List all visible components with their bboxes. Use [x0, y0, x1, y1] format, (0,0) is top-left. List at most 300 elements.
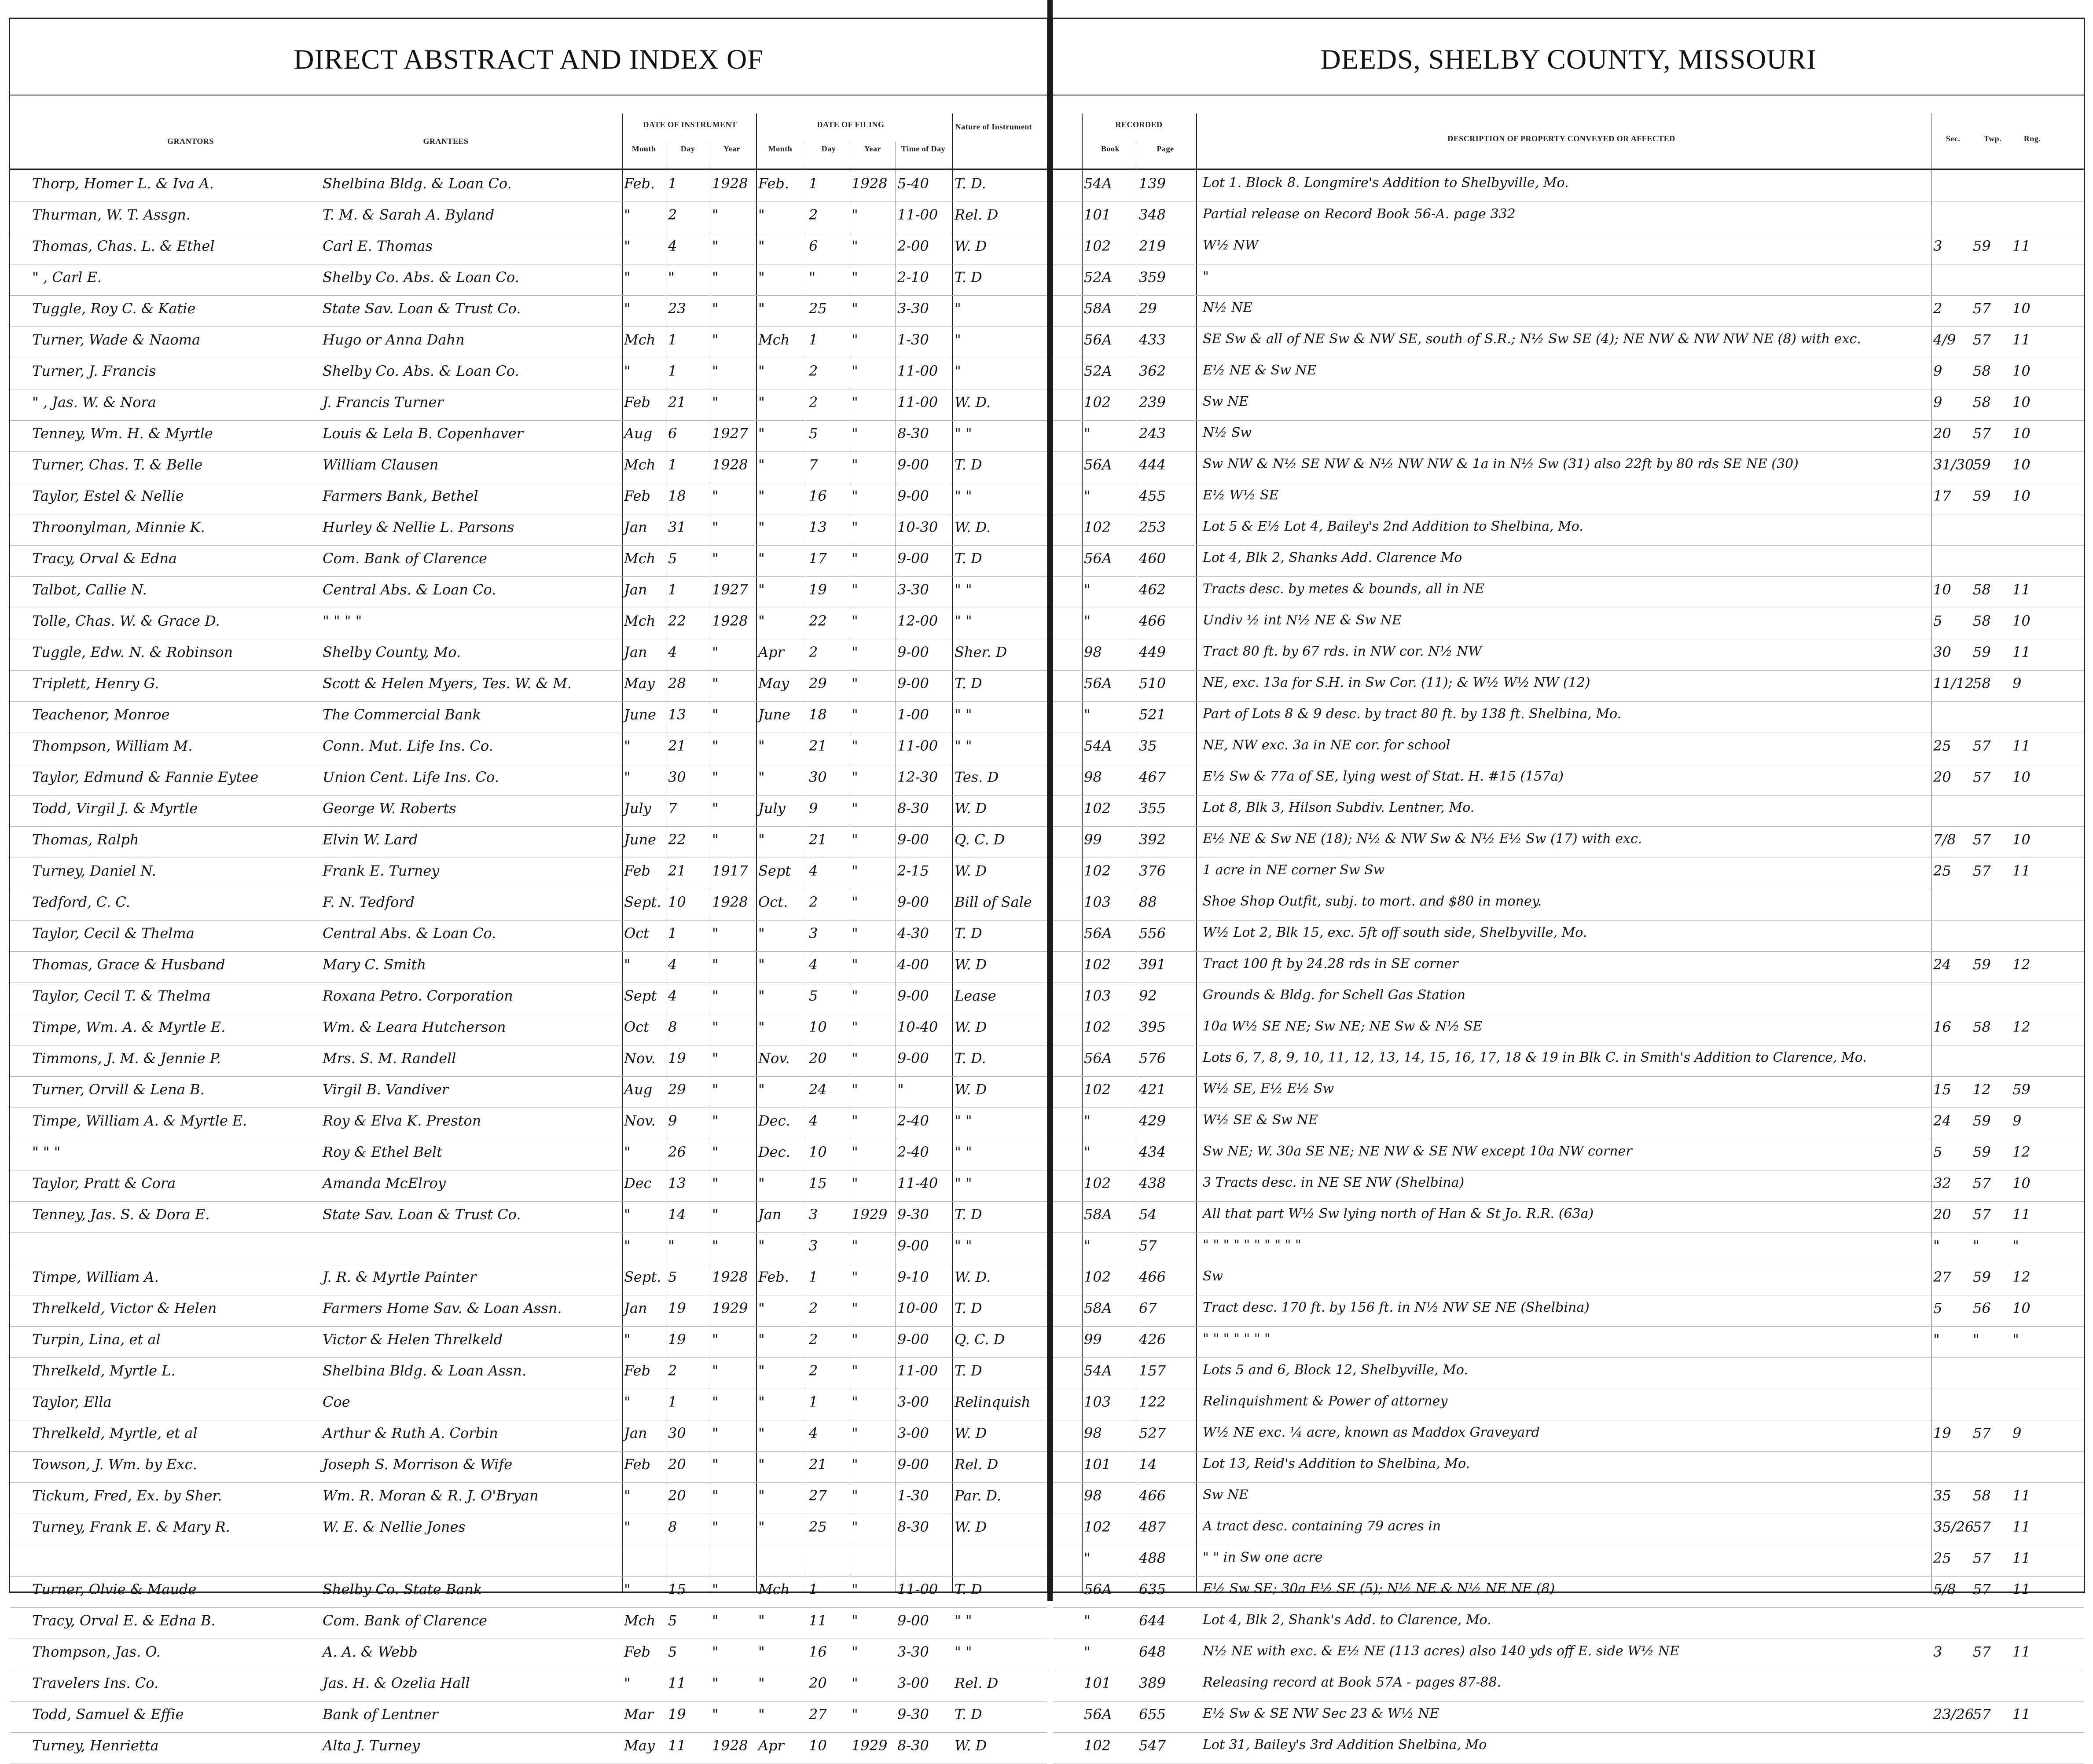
filing-month-cell: "	[758, 456, 765, 473]
description-cell: Tract 100 ft by 24.28 rds in SE corner	[1203, 956, 1458, 972]
instrument-day-cell: 4	[668, 956, 677, 973]
filing-day-cell: 20	[809, 1050, 827, 1067]
book-cell: 102	[1084, 1081, 1111, 1098]
ledger-row	[10, 1420, 1047, 1452]
page-cell: 139	[1139, 175, 1166, 192]
instrument-month-cell: Nov.	[624, 1050, 656, 1067]
instrument-day-cell: 1	[668, 175, 677, 192]
filing-month-cell: June	[758, 706, 790, 723]
nature-cell: " "	[955, 1112, 972, 1129]
nature-cell: " "	[955, 612, 972, 629]
rng-cell: 10	[2012, 831, 2031, 848]
filing-time-cell: 9-00	[897, 987, 929, 1004]
filing-time-cell: 10-00	[897, 1300, 938, 1317]
page-cell: 35	[1139, 737, 1157, 754]
grantor-cell: Timpe, William A. & Myrtle E.	[32, 1112, 247, 1129]
instrument-day-cell: 20	[668, 1487, 686, 1504]
right-page-title: DEEDS, SHELBY COUNTY, MISSOURI	[1320, 44, 1817, 75]
twp-cell: 57	[1973, 1706, 1991, 1723]
grantee-cell: Hurley & Nellie L. Parsons	[323, 519, 514, 535]
ledger-row	[1053, 1514, 2084, 1545]
page-cell: 14	[1139, 1456, 1157, 1473]
grantor-cell: Todd, Virgil J. & Myrtle	[32, 800, 198, 817]
description-cell: W½ NW	[1203, 238, 1259, 253]
book-cell: 56A	[1084, 675, 1112, 692]
description-cell: Part of Lots 8 & 9 desc. by tract 80 ft. by 138 ft. Shelbina, Mo.	[1203, 706, 1622, 722]
nature-cell: Relinquish	[955, 1394, 1031, 1410]
filing-time-cell: 9-00	[897, 644, 929, 660]
grantor-cell: Thurman, W. T. Assgn.	[32, 206, 191, 223]
description-cell: Sw NE; W. 30a SE NE; NE NW & SE NW except 10a NW corner	[1203, 1144, 1632, 1159]
book-cell: 102	[1084, 862, 1111, 879]
filing-day-cell: 4	[809, 1425, 818, 1441]
book-cell: 102	[1084, 394, 1111, 411]
book-cell: 102	[1084, 1175, 1111, 1192]
book-cell: 102	[1084, 956, 1111, 973]
instrument-month-cell: Feb	[624, 394, 650, 411]
instrument-year-cell: 1929	[712, 1300, 748, 1317]
sec-cell: 16	[1933, 1019, 1951, 1035]
page-cell: 510	[1139, 675, 1166, 692]
ledger-row	[10, 171, 1047, 202]
filing-time-cell: 9-00	[897, 456, 929, 473]
date-of-instrument-header: DATE OF INSTRUMENT	[643, 120, 737, 129]
ledger-row	[10, 1514, 1047, 1545]
sec-cell: "	[1933, 1237, 1940, 1254]
filing-year-cell: "	[852, 1300, 858, 1317]
page-cell: 88	[1139, 894, 1157, 910]
rng-cell: 11	[2012, 1487, 2031, 1504]
twp-cell: 57	[1973, 769, 1991, 785]
instrument-day-cell: 10	[668, 894, 686, 910]
grantor-cell: Tedford, C. C.	[32, 894, 130, 910]
filing-time-cell: 9-00	[897, 675, 929, 692]
ledger-row	[1053, 1733, 2084, 1764]
sec-cell: 20	[1933, 425, 1951, 442]
page-cell: 429	[1139, 1112, 1166, 1129]
sec-cell: 24	[1933, 956, 1951, 973]
grantor-cell: Timpe, William A.	[32, 1269, 159, 1285]
description-cell: E½ Sw SE; 30a E½ SE (5); N½ NE & N½ NE NE (8)	[1203, 1581, 1555, 1596]
grantor-cell: Tickum, Fred, Ex. by Sher.	[32, 1487, 222, 1504]
instrument-month-cell: Feb	[624, 1362, 650, 1379]
filing-day-cell: 10	[809, 1019, 827, 1035]
nature-cell: T. D	[955, 1362, 982, 1379]
instrument-day-cell: 11	[668, 1675, 686, 1691]
ledger-row	[10, 1483, 1047, 1514]
sec-cell: 11/12	[1933, 675, 1974, 692]
filing-year-cell: "	[852, 269, 858, 286]
ledger-row	[1053, 827, 2084, 858]
ledger-row	[1053, 202, 2084, 233]
page-cell: 655	[1139, 1706, 1166, 1723]
ledger-row	[1053, 952, 2084, 983]
filing-time-cell: 12-30	[897, 769, 938, 785]
filing-year-cell: "	[852, 425, 858, 442]
twp-cell: 57	[1973, 831, 1991, 848]
instrument-month-cell: "	[624, 956, 631, 973]
filing-year-cell: "	[852, 1331, 858, 1348]
filing-year-cell: "	[852, 1643, 858, 1660]
filing-month-cell: "	[758, 1331, 765, 1348]
twp-cell: 57	[1973, 737, 1991, 754]
filing-day-cell: 2	[809, 1300, 818, 1317]
instrument-day-cell: 1	[668, 331, 677, 348]
rng-cell: 11	[2012, 581, 2031, 598]
grantee-cell: Farmers Home Sav. & Loan Assn.	[323, 1300, 562, 1317]
twp-cell: 57	[1973, 300, 1991, 317]
grantor-cell: Thomas, Grace & Husband	[32, 956, 225, 973]
filing-month-cell: Feb.	[758, 1269, 789, 1285]
sec-cell: 4/9	[1933, 331, 1956, 348]
filing-time-cell: 2-40	[897, 1144, 929, 1160]
instrument-day-cell: 14	[668, 1206, 686, 1223]
filing-time-cell: 5-40	[897, 175, 929, 192]
instrument-day-cell: 29	[668, 1081, 686, 1098]
ledger-row	[10, 764, 1047, 796]
twp-cell: 57	[1973, 862, 1991, 879]
instrument-day-cell: 5	[668, 1643, 677, 1660]
nature-cell: Rel. D	[955, 1456, 999, 1473]
inst-month-header: Month	[632, 144, 656, 153]
book-gutter	[1047, 0, 1053, 1601]
ledger-row	[10, 546, 1047, 577]
filing-time-cell: 3-30	[897, 581, 929, 598]
twp-cell: 59	[1973, 1144, 1991, 1160]
ledger-row	[1053, 452, 2084, 483]
filing-day-cell: 21	[809, 737, 827, 754]
grantor-cell: Turner, Chas. T. & Belle	[32, 456, 203, 473]
book-cell: 56A	[1084, 550, 1112, 567]
rng-cell: 10	[2012, 394, 2031, 411]
filing-day-cell: 11	[809, 1612, 827, 1629]
ledger-row	[10, 889, 1047, 921]
instrument-day-cell: 4	[668, 644, 677, 660]
filing-year-cell: "	[852, 394, 858, 411]
instrument-month-cell: Mch	[624, 1612, 656, 1629]
filing-time-cell: 11-00	[897, 737, 938, 754]
instrument-year-cell: 1928	[712, 894, 748, 910]
nature-cell: "	[955, 363, 961, 379]
filing-month-cell: "	[758, 488, 765, 504]
twp-cell: "	[1973, 1237, 1979, 1254]
filing-day-cell: 3	[809, 1237, 818, 1254]
ledger-row	[1053, 764, 2084, 796]
filing-time-cell: 9-00	[897, 1050, 929, 1067]
nature-cell: " "	[955, 581, 972, 598]
nature-cell: Rel. D	[955, 206, 999, 223]
twp-cell: 57	[1973, 425, 1991, 442]
rng-cell: 11	[2012, 644, 2031, 660]
filing-time-cell: 8-30	[897, 425, 929, 442]
grantee-cell: The Commercial Bank	[323, 706, 481, 723]
grantor-cell: Talbot, Callie N.	[32, 581, 147, 598]
filing-year-cell: "	[852, 1175, 858, 1192]
ledger-row	[10, 389, 1047, 421]
nature-cell: " "	[955, 1612, 972, 1629]
filing-time-cell: 11-00	[897, 1362, 938, 1379]
page-cell: 466	[1139, 612, 1166, 629]
filing-month-cell: "	[758, 425, 765, 442]
filing-day-cell: 25	[809, 300, 827, 317]
page-cell: 67	[1139, 1300, 1157, 1317]
ledger-row	[1053, 421, 2084, 452]
page-cell: 556	[1139, 925, 1166, 942]
filing-year-cell: 1929	[852, 1206, 888, 1223]
book-cell: 52A	[1084, 269, 1112, 286]
filing-year-cell: "	[852, 1237, 858, 1254]
instrument-month-cell: "	[624, 269, 631, 286]
ledger-row	[1053, 1452, 2084, 1483]
grantee-cell: W. E. & Nellie Jones	[323, 1518, 466, 1535]
ledger-row	[1053, 1264, 2084, 1295]
description-cell: All that part W½ Sw lying north of Han & St Jo. R.R. (63a)	[1203, 1206, 1594, 1221]
ledger-row	[1053, 1202, 2084, 1233]
sec-cell: 2	[1933, 300, 1942, 317]
nature-cell: " "	[955, 488, 972, 504]
twp-cell: 57	[1973, 331, 1991, 348]
ledger-row	[1053, 889, 2084, 921]
description-cell: Lots 5 and 6, Block 12, Shelbyville, Mo.	[1203, 1362, 1468, 1378]
instrument-day-cell: 31	[668, 519, 686, 535]
grantor-cell: Thomas, Ralph	[32, 831, 139, 848]
instrument-day-cell: 30	[668, 1425, 686, 1441]
instrument-month-cell: Mch	[624, 550, 656, 567]
page-cell: 219	[1139, 238, 1166, 254]
instrument-day-cell: 9	[668, 1112, 677, 1129]
filing-year-cell: "	[852, 612, 858, 629]
nature-cell: W. D	[955, 1019, 987, 1035]
description-cell: Lot 13, Reid's Addition to Shelbina, Mo.	[1203, 1456, 1470, 1471]
filing-time-cell: 3-00	[897, 1675, 929, 1691]
filing-year-cell: "	[852, 894, 858, 910]
book-cell: 56A	[1084, 1581, 1112, 1598]
instrument-day-cell: 28	[668, 675, 686, 692]
instrument-year-cell: "	[712, 238, 719, 254]
rng-cell: 11	[2012, 1643, 2031, 1660]
grantee-cell: Victor & Helen Threlkeld	[323, 1331, 503, 1348]
instrument-day-cell: 11	[668, 1737, 686, 1754]
filing-month-cell: "	[758, 1425, 765, 1441]
filing-day-cell: 1	[809, 331, 818, 348]
grantor-cell: " , Carl E.	[32, 269, 102, 286]
ledger-row	[10, 733, 1047, 764]
book-cell: 58A	[1084, 1300, 1112, 1317]
page-header: Page	[1157, 144, 1174, 153]
description-cell: NE, NW exc. 3a in NE cor. for school	[1203, 737, 1450, 753]
filing-day-cell: 4	[809, 862, 818, 879]
filing-month-cell: "	[758, 1175, 765, 1192]
rng-cell: 11	[2012, 1206, 2031, 1223]
grantor-cell: Turney, Frank E. & Mary R.	[32, 1518, 230, 1535]
rng-cell: 11	[2012, 737, 2031, 754]
grantor-cell: Turner, Wade & Naoma	[32, 331, 201, 348]
instrument-year-cell: "	[712, 1362, 719, 1379]
filing-month-cell: "	[758, 1081, 765, 1098]
filing-month-cell: "	[758, 1706, 765, 1723]
sec-cell: 31/30	[1933, 456, 1974, 473]
nature-cell: " "	[955, 1144, 972, 1160]
page-cell: 92	[1139, 987, 1157, 1004]
page-cell: 359	[1139, 269, 1166, 286]
filing-year-cell: "	[852, 1019, 858, 1035]
ledger-row	[1053, 858, 2084, 889]
filing-year-cell: "	[852, 331, 858, 348]
filing-time-cell: 11-00	[897, 206, 938, 223]
ledger-row	[10, 639, 1047, 671]
grantee-cell: Shelbina Bldg. & Loan Co.	[323, 175, 512, 192]
instrument-day-cell: 19	[668, 1706, 686, 1723]
instrument-year-cell: "	[712, 488, 719, 504]
sec-cell: 25	[1933, 1550, 1951, 1566]
description-cell: Lot 8, Blk 3, Hilson Subdiv. Lentner, Mo.	[1203, 800, 1475, 815]
filing-day-cell: 29	[809, 675, 827, 692]
ledger-row	[1053, 1170, 2084, 1202]
instrument-day-cell: 13	[668, 706, 686, 723]
book-cell: "	[1084, 581, 1091, 598]
instrument-month-cell: Jan	[624, 519, 647, 535]
filing-year-cell: "	[852, 800, 858, 817]
sec-cell: 3	[1933, 238, 1942, 254]
ledger-row	[10, 1639, 1047, 1670]
rng-cell: "	[2012, 1331, 2019, 1348]
instrument-day-cell: 5	[668, 1612, 677, 1629]
book-cell: "	[1084, 488, 1091, 504]
sec-cell: 9	[1933, 363, 1942, 379]
page-cell: 57	[1139, 1237, 1157, 1254]
grantee-cell: State Sav. Loan & Trust Co.	[323, 1206, 521, 1223]
filing-month-cell: Apr	[758, 1737, 784, 1754]
instrument-year-cell: "	[712, 1019, 719, 1035]
header-bottom-rule	[1053, 169, 2084, 170]
ledger-row	[1053, 733, 2084, 764]
page-cell: 449	[1139, 644, 1166, 660]
book-cell: 102	[1084, 238, 1111, 254]
filing-month-cell: "	[758, 769, 765, 785]
instrument-year-cell: "	[712, 675, 719, 692]
grantee-cell: Jas. H. & Ozelia Hall	[323, 1675, 470, 1691]
filing-day-cell: 1	[809, 1581, 818, 1598]
sec-cell: 25	[1933, 737, 1951, 754]
book-cell: "	[1084, 1144, 1091, 1160]
twp-cell: 58	[1973, 581, 1991, 598]
nature-cell: T. D	[955, 456, 982, 473]
instrument-day-cell: 21	[668, 862, 686, 879]
ledger-row	[10, 1389, 1047, 1420]
twp-cell: 57	[1973, 1581, 1991, 1598]
book-cell: 54A	[1084, 1362, 1112, 1379]
grantee-cell: State Sav. Loan & Trust Co.	[323, 300, 521, 317]
nature-cell: W. D	[955, 800, 987, 817]
instrument-year-cell: "	[712, 1612, 719, 1629]
filing-month-cell: "	[758, 1019, 765, 1035]
nature-cell: T. D	[955, 269, 982, 286]
description-cell: E½ W½ SE	[1203, 488, 1279, 503]
description-cell: NE, exc. 13a for S.H. in Sw Cor. (11); & W½ W½ NW (12)	[1203, 675, 1590, 690]
description-cell: Sw NE	[1203, 1487, 1248, 1503]
instrument-year-cell: "	[712, 1675, 719, 1691]
filing-year-cell: "	[852, 1394, 858, 1410]
filing-time-cell: 2-40	[897, 1112, 929, 1129]
ledger-row	[1053, 1077, 2084, 1108]
description-cell: "	[1203, 269, 1209, 284]
ledger-row	[1053, 1577, 2084, 1608]
rng-cell: 9	[2012, 675, 2022, 692]
twp-cell: 59	[1973, 1269, 1991, 1285]
page-cell: 460	[1139, 550, 1166, 567]
filing-day-cell: 2	[809, 894, 818, 910]
filing-month-cell: Nov.	[758, 1050, 790, 1067]
filing-day-cell: 6	[809, 238, 818, 254]
instrument-year-cell: "	[712, 550, 719, 567]
grantor-cell: Timpe, Wm. A. & Myrtle E.	[32, 1019, 226, 1035]
nature-cell: T. D.	[955, 1050, 986, 1067]
filing-time-cell: 11-00	[897, 1581, 938, 1598]
filing-month-cell: "	[758, 1237, 765, 1254]
sec-cell: 32	[1933, 1175, 1951, 1192]
book-cell: 56A	[1084, 456, 1112, 473]
instrument-year-cell: "	[712, 1643, 719, 1660]
description-cell: Sw NE	[1203, 394, 1248, 409]
ledger-row	[1053, 514, 2084, 546]
instrument-year-cell: 1928	[712, 175, 748, 192]
rng-cell: 9	[2012, 1425, 2022, 1441]
ledger-row	[10, 233, 1047, 264]
grantee-cell: J. R. & Myrtle Painter	[323, 1269, 477, 1285]
book-cell: 98	[1084, 644, 1102, 660]
instrument-year-cell: "	[712, 1237, 719, 1254]
filing-day-cell: 9	[809, 800, 818, 817]
nature-cell: W. D	[955, 1737, 987, 1754]
nature-cell: " "	[955, 1237, 972, 1254]
ledger-row	[1053, 702, 2084, 733]
sec-cell: 24	[1933, 1112, 1951, 1129]
filing-day-cell: 16	[809, 1643, 827, 1660]
twp-cell: 59	[1973, 456, 1991, 473]
instrument-month-cell: "	[624, 1581, 631, 1598]
filing-month-cell: "	[758, 1612, 765, 1629]
filing-year-cell: "	[852, 1518, 858, 1535]
ledger-row	[1053, 1389, 2084, 1420]
sec-cell: 35/26	[1933, 1518, 1974, 1535]
filing-month-cell: "	[758, 612, 765, 629]
page-cell: 392	[1139, 831, 1166, 848]
sec-cell: "	[1933, 1331, 1940, 1348]
twp-cell: 58	[1973, 394, 1991, 411]
ledger-row	[1053, 1420, 2084, 1452]
filing-time-cell: 10-40	[897, 1019, 938, 1035]
instrument-year-cell: 1928	[712, 612, 748, 629]
book-cell: 101	[1084, 1675, 1111, 1691]
right-page	[1053, 18, 2085, 1754]
instrument-year-cell: "	[712, 800, 719, 817]
page-cell: 29	[1139, 300, 1157, 317]
grantee-cell: T. M. & Sarah A. Byland	[323, 206, 495, 223]
filing-day-cell: 1	[809, 175, 818, 192]
page-cell: 243	[1139, 425, 1166, 442]
rng-cell: 11	[2012, 1581, 2031, 1598]
instrument-month-cell: Dec	[624, 1175, 652, 1192]
filing-year-cell: "	[852, 1112, 858, 1129]
filing-month-cell: "	[758, 1394, 765, 1410]
rng-cell: 12	[2012, 1144, 2031, 1160]
filing-time-cell: 3-30	[897, 1643, 929, 1660]
instrument-day-cell: 21	[668, 737, 686, 754]
twp-cell: 57	[1973, 1175, 1991, 1192]
nature-cell: " "	[955, 706, 972, 723]
instrument-year-cell: "	[712, 331, 719, 348]
grantor-cell: Taylor, Cecil T. & Thelma	[32, 987, 211, 1004]
